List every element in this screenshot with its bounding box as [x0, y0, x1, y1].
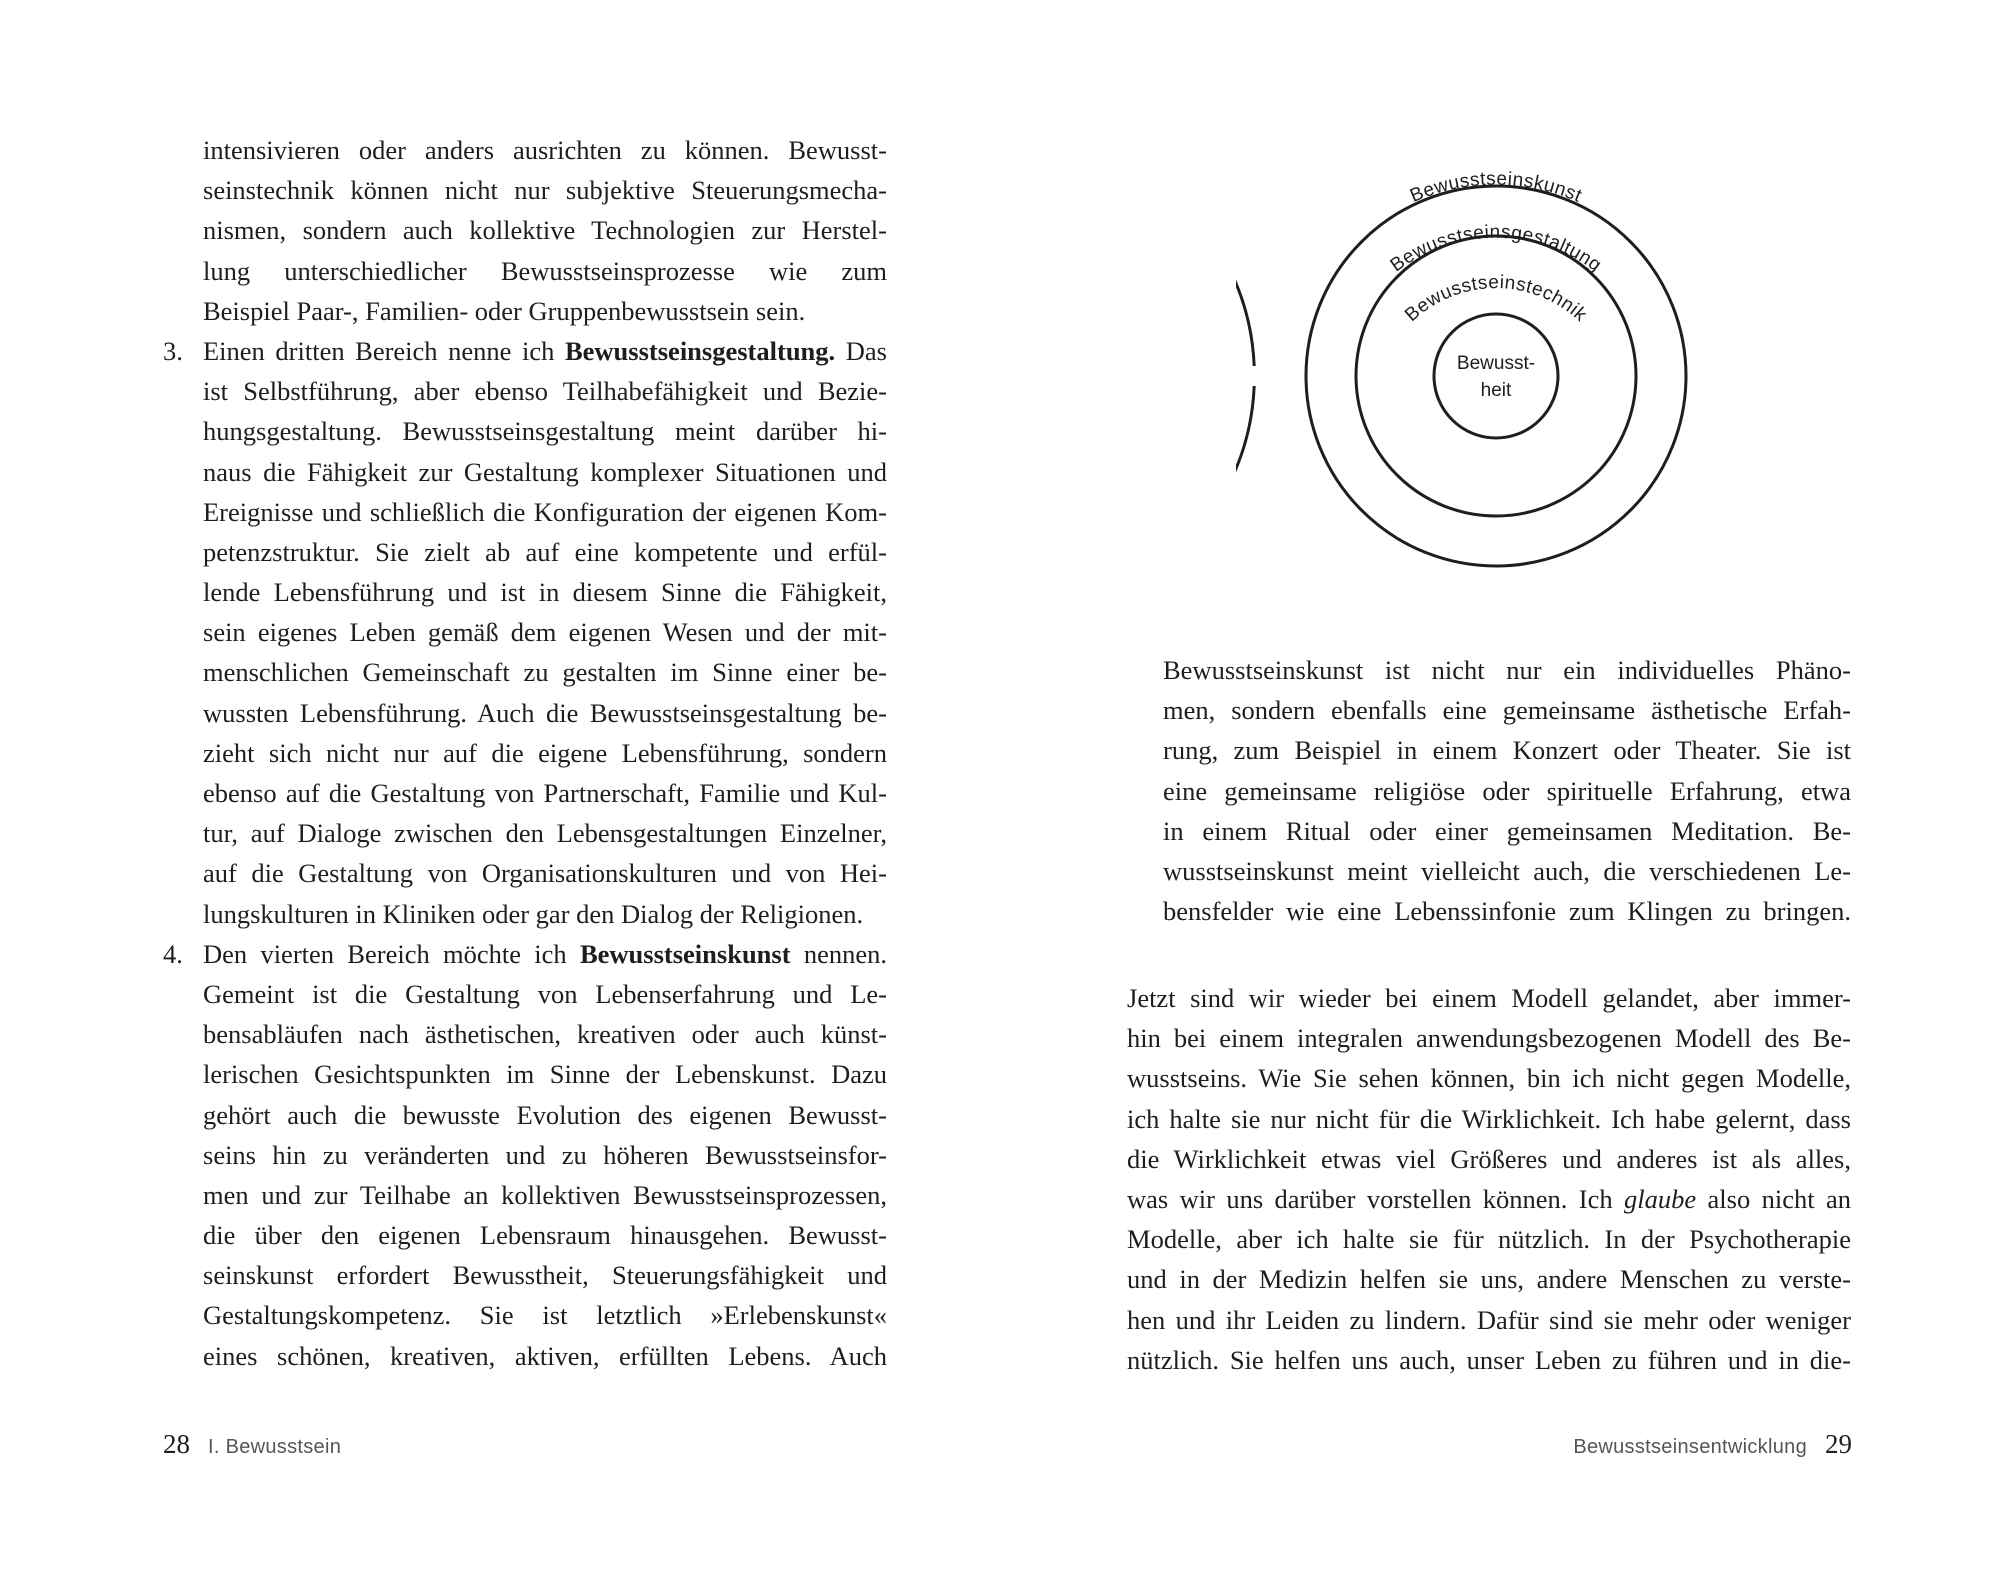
list-number: 3. — [163, 335, 183, 366]
ring-inner — [1434, 314, 1558, 438]
text-line: lerischen Gesichtspunkten im Sinne der Lebenskunst. Dazu — [203, 1059, 887, 1090]
text-line: in einem Ritual oder einer gemeinsamen Meditation. Be- — [1163, 815, 1851, 846]
text-line: hen und ihr Leiden zu lindern. Dafür sind sie mehr oder weniger — [1127, 1304, 1851, 1335]
text-line: eines schönen, kreativen, aktiven, erfüllten Lebens. Auch — [203, 1340, 887, 1371]
text-line: hungsgestaltung. Bewusstseinsgestaltung meint darüber hi- — [203, 416, 887, 447]
center-label-line2: heit — [1480, 380, 1512, 401]
left-folio — [163, 1424, 341, 1467]
text-line: Beispiel Paar-, Familien- oder Gruppenbewusstsein sein. — [203, 295, 806, 326]
text-line: die Wirklichkeit etwas viel Größeres und anderes ist als alles, — [1127, 1143, 1851, 1174]
left-text-column — [163, 130, 888, 1376]
text-line: was wir uns darüber vorstellen können. Ich glaube also nicht an — [1127, 1183, 1852, 1214]
text-line: tur, auf Dialoge zwischen den Lebensgestaltungen Einzelner, — [203, 818, 887, 849]
text-line: Modelle, aber ich halte sie für nützlich. In der Psychotherapie — [1127, 1224, 1851, 1255]
bold-term: Bewusstseinsgestaltung. — [564, 335, 836, 366]
text-line: Ereignisse und schließlich die Konfiguration der eigenen Kom- — [203, 496, 887, 527]
text-line: seinskunst erfordert Bewusstheit, Steuerungsfähigkeit und — [203, 1260, 887, 1291]
list-item-3 — [163, 331, 887, 934]
running-head: Bewusstseinsentwicklung — [1573, 1436, 1807, 1458]
text-line: auf die Gestaltung von Organisationskulturen und von Hei- — [203, 858, 887, 889]
text-line: bensabläufen nach ästhetischen, kreativen oder auch künst- — [203, 1019, 887, 1050]
svg-text:Bewusstseinsgestaltung — [1387, 222, 1606, 276]
text-line: sein eigenes Leben gemäß dem eigenen Wesen und der mit- — [203, 617, 887, 648]
text-line: lende Lebensführung und ist in diesem Sinne die Fähigkeit, — [203, 577, 887, 608]
text-line: Gestaltungskompetenz. Sie ist letztlich »Erlebenskunst« — [203, 1300, 887, 1331]
indented-quote — [1163, 650, 1851, 931]
right-folio — [1573, 1424, 1852, 1467]
text-line: Einen dritten Bereich nenne ich Bewusstseinsgestaltung. Das — [203, 335, 887, 366]
text-line: ist Selbstführung, aber ebenso Teilhabefähigkeit und Bezie- — [203, 376, 887, 407]
text-line: nismen, sondern auch kollektive Technologien zur Herstel- — [203, 215, 887, 246]
text-line: ebenso auf die Gestaltung von Partnerschaft, Familie und Kul- — [203, 778, 887, 808]
text-line: gehört auch die bewusste Evolution des eigenen Bewusst- — [203, 1099, 887, 1130]
text-line: wusstseinskunst meint vielleicht auch, die verschiedenen Le- — [1163, 855, 1851, 886]
ring-outer — [1236, 134, 1254, 618]
text-line: intensivieren oder anders ausrichten zu können. Bewusst- — [203, 135, 887, 165]
page-number: 29 — [1825, 1429, 1852, 1459]
text-line: ich halte sie nur nicht für die Wirklichkeit. Ich habe gelernt, dass — [1127, 1103, 1851, 1134]
text-line: Bewusstseinskunst ist nicht nur ein individuelles Phäno- — [1163, 655, 1851, 685]
text-line: und in der Medizin helfen sie uns, andere Menschen zu verste- — [1127, 1264, 1851, 1295]
ring-label-outer: Bewusstseinskunst — [1407, 168, 1585, 207]
text-line: bensfelder wie eine Lebenssinfonie zum Klingen zu bringen. — [1163, 896, 1851, 927]
text-line: Den vierten Bereich möchte ich Bewusstseinskunst nennen. — [203, 938, 888, 969]
list-number: 4. — [163, 938, 183, 969]
text-line: menschlichen Gemeinschaft zu gestalten im Sinne einer be- — [203, 657, 887, 688]
text-line: seinstechnik können nicht nur subjektive Steuerungsmecha- — [203, 175, 887, 206]
text-line: petenzstruktur. Sie zielt ab auf eine kompetente und erfül- — [203, 536, 887, 567]
list-item-4 — [163, 934, 888, 1376]
text-line: hin bei einem integralen anwendungsbezogenen Modell des Be- — [1127, 1023, 1851, 1054]
text-line: lungskulturen in Kliniken oder gar den Dialog der Religionen. — [203, 898, 864, 929]
svg-text:Bewusstseinstechnik — [1401, 272, 1591, 326]
right-page — [1000, 0, 2000, 1593]
text-line: eine gemeinsame religiöse oder spirituelle Erfahrung, etwa — [1163, 775, 1851, 806]
text-line: Jetzt sind wir wieder bei einem Modell gelandet, aber immer- — [1127, 983, 1851, 1013]
text-line: naus die Fähigkeit zur Gestaltung komplexer Situationen und — [203, 456, 887, 487]
ring-second — [1306, 186, 1686, 566]
right-text-column — [1127, 978, 1851, 1380]
svg-text:Bewusstseinskunst — [1407, 169, 1585, 207]
text-line: rung, zum Beispiel in einem Konzert oder Theater. Sie ist — [1163, 735, 1851, 766]
text-line: seins hin zu veränderten und zu höheren Bewusstseinsfor- — [203, 1139, 887, 1170]
text-line: nützlich. Sie helfen uns auch, unser Leben zu führen und in die- — [1127, 1344, 1851, 1375]
text-line: men, sondern ebenfalls eine gemeinsame ästhetische Erfah- — [1163, 695, 1851, 726]
text-line: wussten Lebensführung. Auch die Bewusstseinsgestaltung be- — [203, 697, 887, 728]
concentric-circles-diagram — [1236, 116, 1756, 636]
running-head: I. Bewusstsein — [208, 1436, 342, 1458]
text-line: die über den eigenen Lebensraum hinausgehen. Bewusst- — [203, 1220, 887, 1251]
ring-label-third: Bewusstseinstechnik — [1401, 272, 1591, 326]
bold-term: Bewusstseinskunst — [579, 938, 791, 969]
text-line: wusstseins. Wie Sie sehen können, bin ich nicht gegen Modelle, — [1127, 1063, 1851, 1094]
text-line: lung unterschiedlicher Bewusstseinsprozesse wie zum — [203, 255, 887, 286]
text-line: men und zur Teilhabe an kollektiven Bewusstseinsprozessen, — [203, 1179, 887, 1210]
page-number: 28 — [163, 1429, 190, 1459]
ring-label-second: Bewusstseinsgestaltung — [1386, 221, 1606, 277]
text-line: Gemeint ist die Gestaltung von Lebenserfahrung und Le- — [203, 978, 887, 1009]
center-label-line1: Bewusst- — [1456, 353, 1536, 374]
italic-word: glaube — [1624, 1183, 1697, 1214]
text-line: zieht sich nicht nur auf die eigene Lebensführung, sondern — [203, 737, 887, 768]
